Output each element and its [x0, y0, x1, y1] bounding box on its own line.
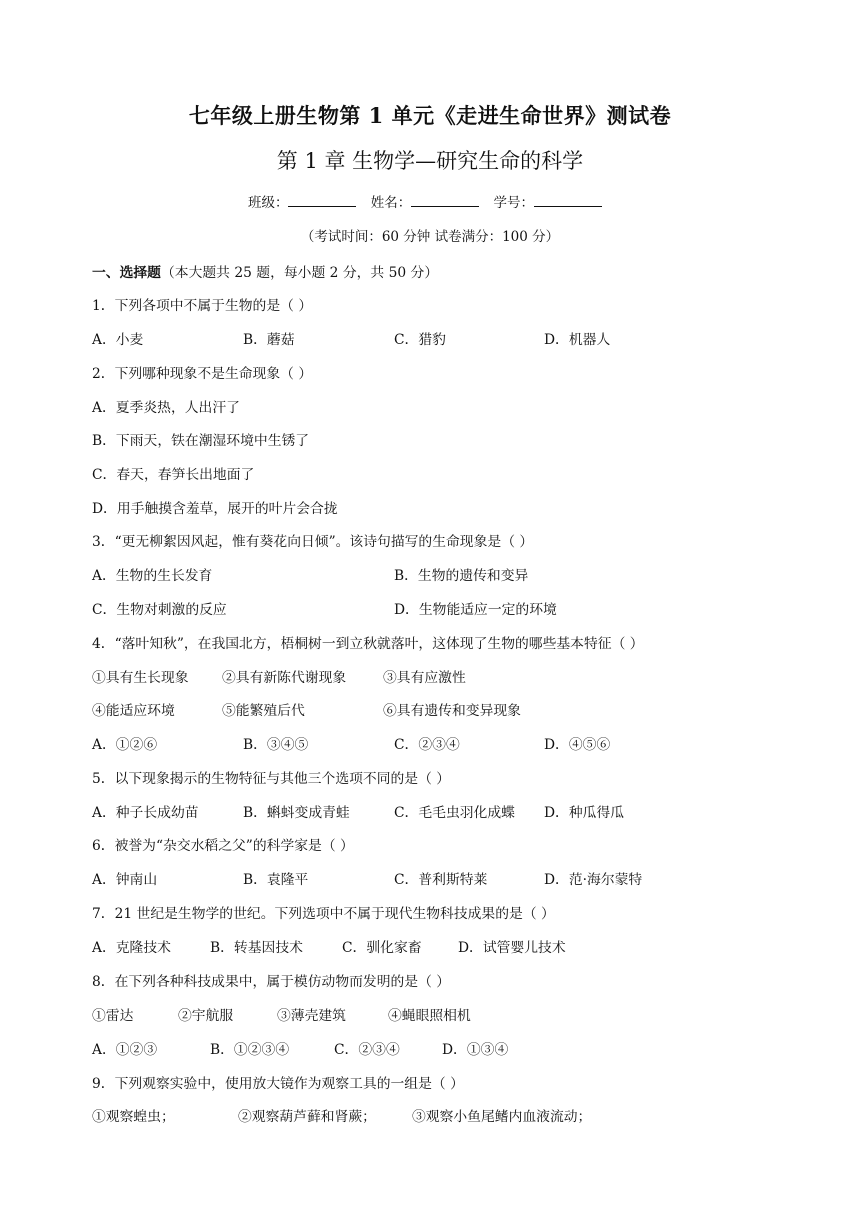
option-b[interactable]: B．袁隆平	[243, 872, 309, 888]
option-b[interactable]: B．③④⑤	[243, 737, 309, 753]
id-label: 学号：	[493, 195, 535, 211]
option-a[interactable]: A．①②⑥	[92, 737, 158, 753]
class-label: 班级：	[247, 195, 289, 211]
statement-item: ③具有应激性	[383, 670, 466, 686]
option-c[interactable]: C．普利斯特莱	[394, 872, 488, 888]
option-a[interactable]: A．①②③	[92, 1042, 158, 1058]
option-a[interactable]: A．夏季炎热，人出汗了	[92, 400, 240, 416]
option-b[interactable]: B．转基因技术	[210, 940, 303, 956]
option-c[interactable]: C．②③④	[394, 737, 460, 753]
option-d[interactable]: D．范·海尔蒙特	[544, 872, 643, 888]
option-b[interactable]: B．①②③④	[210, 1042, 290, 1058]
statement-item: ③薄壳建筑	[277, 1008, 346, 1024]
statement-item: ①观察蝗虫；	[92, 1109, 175, 1125]
option-b[interactable]: B．蝌蚪变成青蛙	[243, 805, 350, 821]
exam-time-info: （考试时间：60 分钟 试卷满分：100 分）	[300, 229, 560, 245]
option-c[interactable]: C．生物对刺激的反应	[92, 602, 227, 618]
statement-item: ③观察小鱼尾鳍内血液流动；	[412, 1109, 592, 1125]
question-stem: 1．下列各项中不属于生物的是（ ）	[92, 298, 313, 314]
chapter-title: 第 1 章 生物学—研究生命的科学	[276, 149, 584, 173]
option-a[interactable]: A．克隆技术	[92, 940, 171, 956]
option-b[interactable]: B．生物的遗传和变异	[394, 568, 529, 584]
statement-item: ②观察葫芦藓和肾蕨；	[238, 1109, 376, 1125]
question-stem: 5．以下现象揭示的生物特征与其他三个选项不同的是（ ）	[92, 771, 451, 787]
class-blank[interactable]	[288, 194, 356, 207]
option-c[interactable]: C．猎豹	[394, 332, 446, 348]
option-c[interactable]: C．毛毛虫羽化成蝶	[394, 805, 515, 821]
statement-item: ④能适应环境	[92, 703, 175, 719]
option-a[interactable]: A．小麦	[92, 332, 144, 348]
question-stem: 3．“更无柳絮因风起，惟有葵花向日倾”。该诗句描写的生命现象是（ ）	[92, 534, 534, 550]
page-title: 七年级上册生物第 1 单元《走进生命世界》测试卷	[188, 103, 672, 128]
statement-item: ②具有新陈代谢现象	[222, 670, 347, 686]
statement-item: ⑥具有遗传和变异现象	[383, 703, 521, 719]
statement-item: ①具有生长现象	[92, 670, 189, 686]
option-b[interactable]: B．下雨天，铁在潮湿环境中生锈了	[92, 433, 310, 449]
id-blank[interactable]	[534, 194, 602, 207]
option-d[interactable]: D．④⑤⑥	[544, 737, 611, 753]
option-c[interactable]: C．②③④	[334, 1042, 400, 1058]
statement-item: ⑤能繁殖后代	[222, 703, 305, 719]
question-stem: 4．“落叶知秋”，在我国北方，梧桐树一到立秋就落叶，这体现了生物的哪些基本特征（ ）	[92, 636, 644, 652]
option-d[interactable]: D．试管婴儿技术	[458, 940, 566, 956]
question-stem: 2．下列哪种现象不是生命现象（ ）	[92, 366, 313, 382]
question-stem: 6．被誉为“杂交水稻之父”的科学家是（ ）	[92, 838, 354, 854]
question-stem: 9．下列观察实验中，使用放大镜作为观察工具的一组是（ ）	[92, 1076, 464, 1092]
option-d[interactable]: D．生物能适应一定的环境	[394, 602, 557, 618]
option-d[interactable]: D．①③④	[442, 1042, 509, 1058]
option-c[interactable]: C．春天，春笋长出地面了	[92, 467, 255, 483]
option-c[interactable]: C．驯化家畜	[342, 940, 422, 956]
student-info-row	[0, 191, 860, 211]
option-d[interactable]: D．用手触摸含羞草，展开的叶片会合拢	[92, 501, 338, 517]
option-a[interactable]: A．生物的生长发育	[92, 568, 213, 584]
option-d[interactable]: D．种瓜得瓜	[544, 805, 625, 821]
section-note: （本大题共 25 题，每小题 2 分，共 50 分）	[160, 265, 439, 281]
name-label: 姓名：	[370, 195, 412, 211]
option-a[interactable]: A．钟南山	[92, 872, 158, 888]
section-heading-row	[92, 261, 438, 281]
option-d[interactable]: D．机器人	[544, 332, 611, 348]
option-a[interactable]: A．种子长成幼苗	[92, 805, 199, 821]
statement-item: ②宇航服	[178, 1008, 234, 1024]
section-heading: 一、选择题	[92, 265, 161, 281]
option-b[interactable]: B．蘑菇	[243, 332, 295, 348]
statement-item: ①雷达	[92, 1008, 134, 1024]
question-stem: 7．21 世纪是生物学的世纪。下列选项中不属于现代生物科技成果的是（ ）	[92, 906, 555, 922]
question-stem: 8．在下列各种科技成果中，属于模仿动物而发明的是（ ）	[92, 974, 451, 990]
statement-item: ④蝇眼照相机	[388, 1008, 471, 1024]
name-blank[interactable]	[411, 194, 479, 207]
